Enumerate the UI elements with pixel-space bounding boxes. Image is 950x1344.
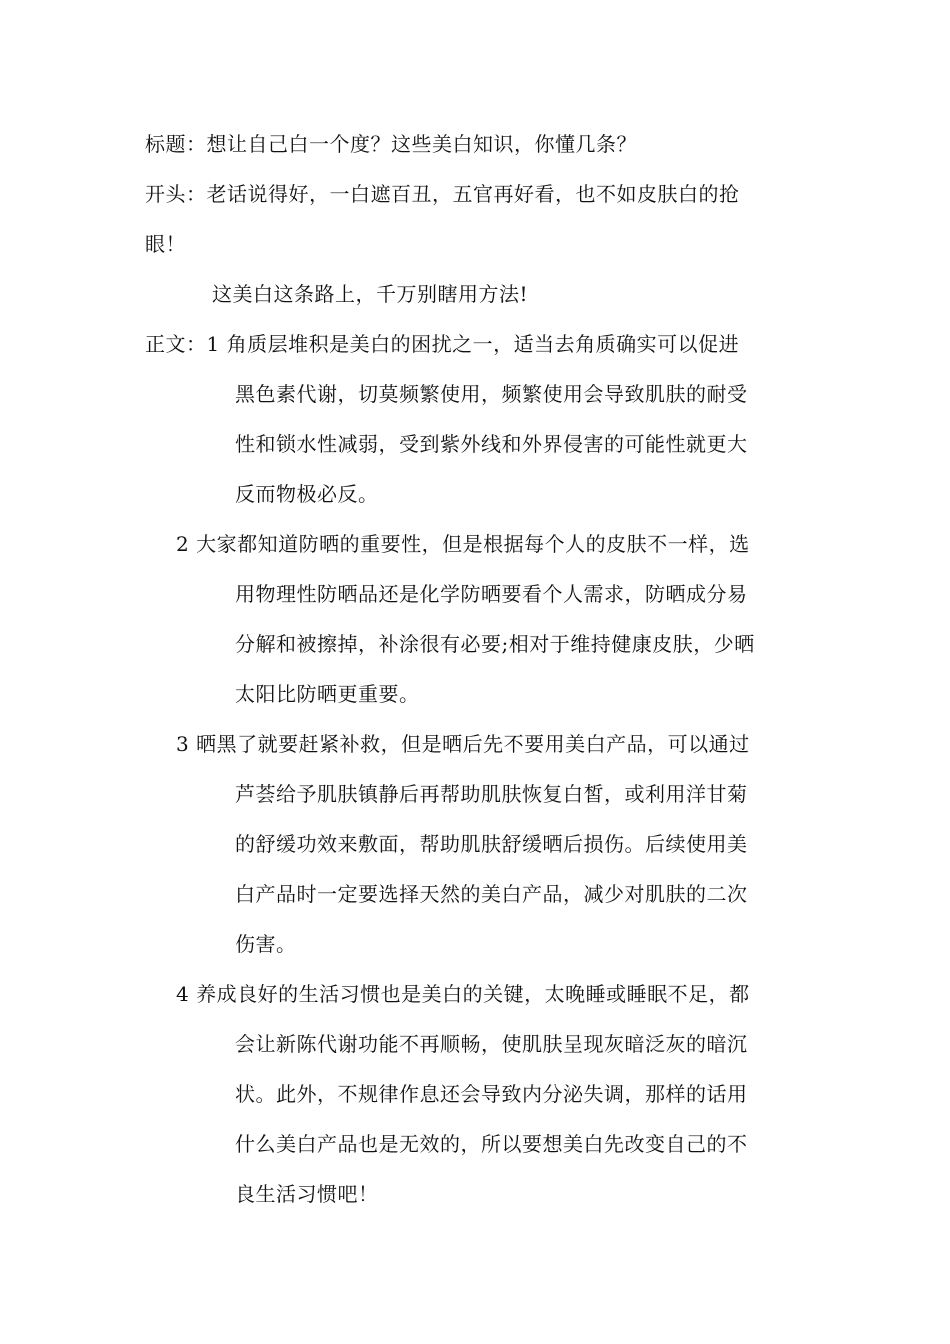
intro-line-1: 开头：老话说得好，一白遮百丑，五官再好看，也不如皮肤白的抢 xyxy=(145,182,740,206)
body-p2-line-1: 2 大家都知道防晒的重要性，但是根据每个人的皮肤不一样，选 xyxy=(176,532,750,556)
intro-line-2: 眼！ xyxy=(145,232,186,256)
body-p3-line-3: 的舒缓功效来敷面，帮助肌肤舒缓晒后损伤。后续使用美 xyxy=(235,832,748,856)
body-p2-line-2: 用物理性防晒品还是化学防晒要看个人需求，防晒成分易 xyxy=(235,582,748,606)
body-p3-line-5: 伤害。 xyxy=(235,932,297,956)
body-p1-line-4: 反而物极必反。 xyxy=(235,482,379,506)
body-p4-line-4: 什么美白产品也是无效的，所以要想美白先改变自己的不 xyxy=(235,1132,748,1156)
body-p4-line-5: 良生活习惯吧！ xyxy=(235,1182,379,1206)
body-p1-line-1: 正文：1 角质层堆积是美白的困扰之一，适当去角质确实可以促进 xyxy=(145,332,740,356)
intro-line-3: 这美白这条路上，千万别瞎用方法! xyxy=(212,282,529,306)
body-p4-line-3: 状。此外，不规律作息还会导致内分泌失调，那样的话用 xyxy=(235,1082,748,1106)
title-line: 标题：想让自己白一个度？这些美白知识，你懂几条？ xyxy=(145,132,637,156)
body-p1-line-2: 黑色素代谢，切莫频繁使用，频繁使用会导致肌肤的耐受 xyxy=(235,382,748,406)
body-p2-line-4: 太阳比防晒更重要。 xyxy=(235,682,420,706)
body-p3-line-4: 白产品时一定要选择天然的美白产品，减少对肌肤的二次 xyxy=(235,882,748,906)
body-p4-line-1: 4 养成良好的生活习惯也是美白的关键，太晚睡或睡眠不足，都 xyxy=(176,982,750,1006)
body-p3-line-2: 芦荟给予肌肤镇静后再帮助肌肤恢复白皙，或利用洋甘菊 xyxy=(235,782,748,806)
body-p4-line-2: 会让新陈代谢功能不再顺畅，使肌肤呈现灰暗泛灰的暗沉 xyxy=(235,1032,748,1056)
body-p3-line-1: 3 晒黑了就要赶紧补救，但是晒后先不要用美白产品，可以通过 xyxy=(176,732,750,756)
body-p2-line-3: 分解和被擦掉，补涂很有必要;相对于维持健康皮肤，少晒 xyxy=(235,632,755,656)
body-p1-line-3: 性和锁水性减弱，受到紫外线和外界侵害的可能性就更大 xyxy=(235,432,748,456)
